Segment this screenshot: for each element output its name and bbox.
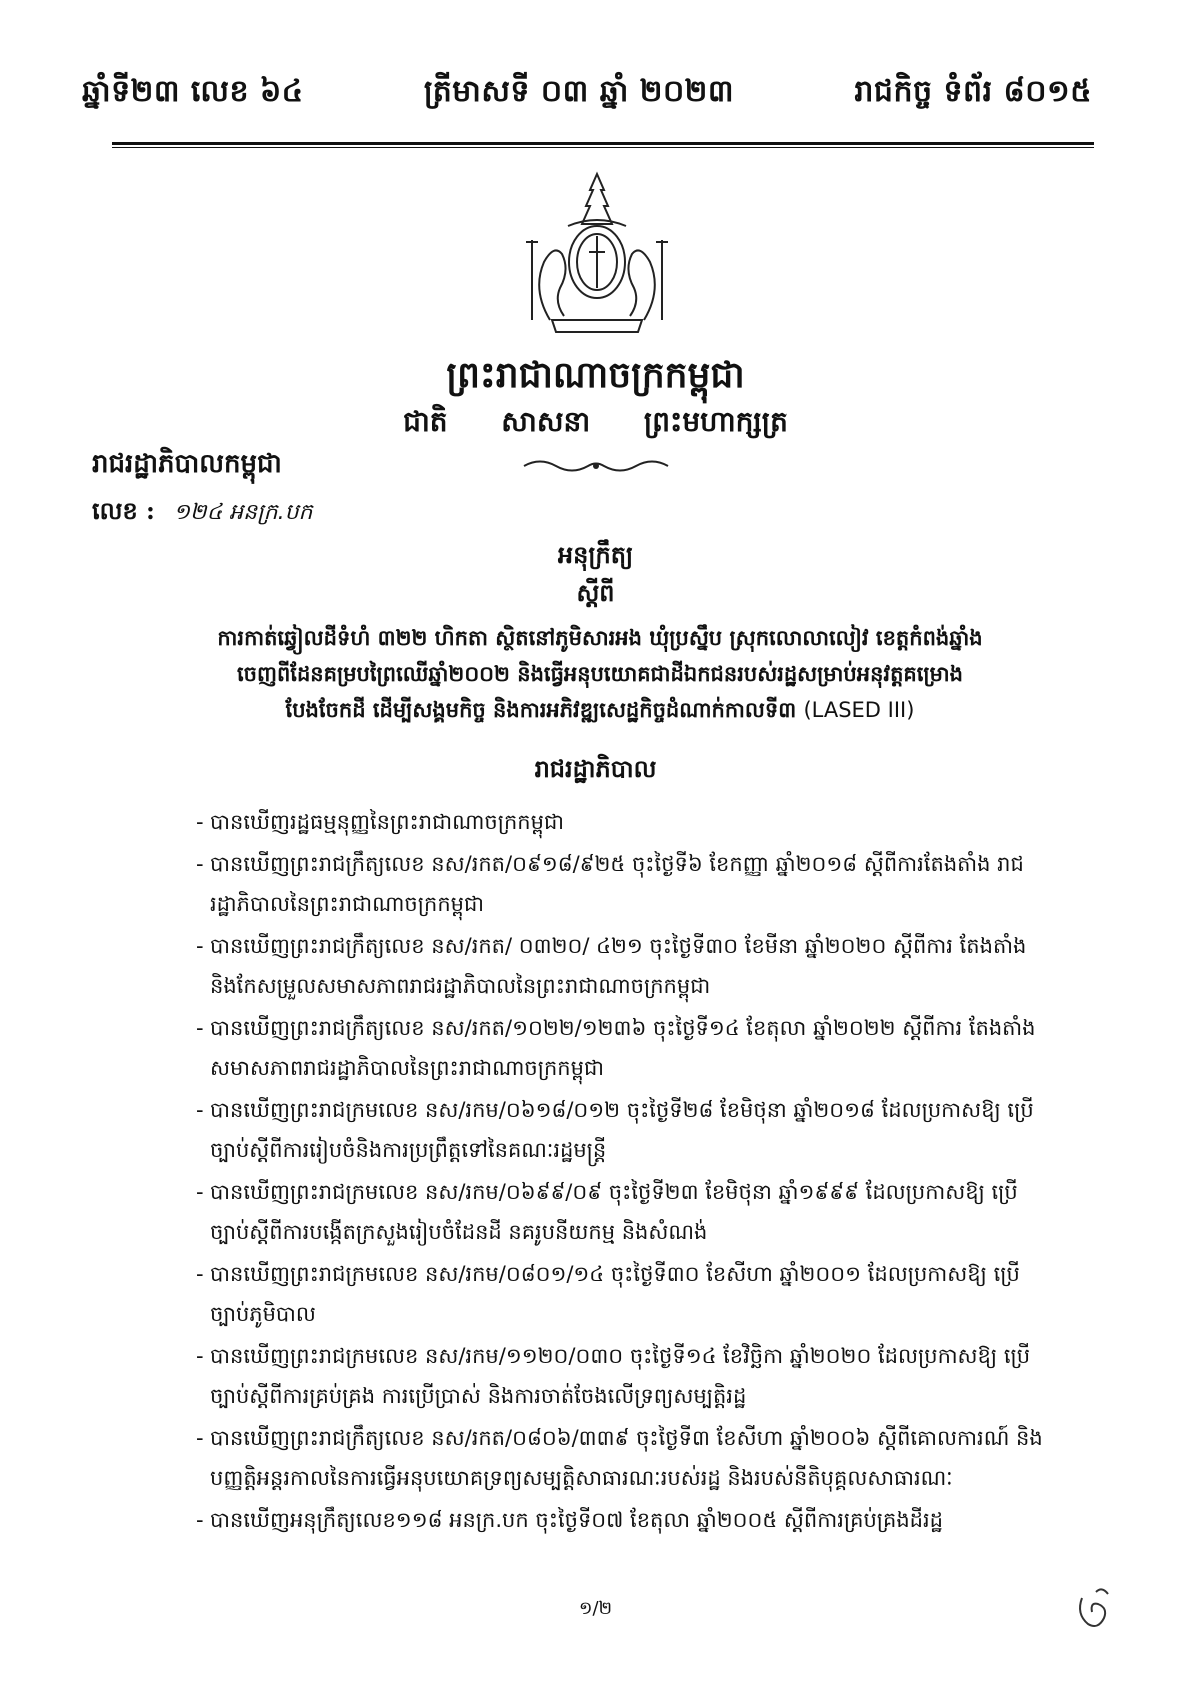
gazette-year-issue: ឆ្នាំទី២៣ លេខ ៦៤ [82, 74, 304, 109]
consideration-item: - បានឃើញព្រះរាជក្រមលេខ នស/រកម/១១២០/០៣០ ចុះថ្ងៃទី១៤ ខែវិច្ឆិកា ឆ្នាំ២០២០ ដែលប្រកាសឱ្យ ប្រើច្បាប់ស្ដីពីការគ្រប់គ្រង ការប្រើប្រាស់ និងការចាត់ចែងលើទ្រព្យសម្បត្តិរដ្ឋ [196, 1336, 1046, 1416]
gazette-quarter: ត្រីមាសទី ០៣ ឆ្នាំ ២០២៣ [423, 74, 735, 109]
motto-king: ព្រះមហាក្សត្រ [643, 405, 788, 438]
consideration-item: - បានឃើញព្រះរាជក្រឹត្យលេខ នស/រកត/០៨០៦/៣៣៩ ចុះថ្ងៃទី៣ ខែសីហា ឆ្នាំ២០០៦ ស្ដីពីគោលការណ៍ និងបញ្ញត្តិអន្តរកាលនៃការធ្វើអនុបយោគទ្រព្យសម្បត្តិសាធារណៈរបស់រដ្ឋ និងរបស់នីតិបុគ្គលសាធារណៈ [196, 1418, 1046, 1498]
document-number [92, 496, 313, 531]
subject-line-1: ការកាត់ឆ្វៀលដីទំហំ ៣២២ ហិកតា ស្ថិតនៅភូមិសារអង ឃុំប្រស្នឹប ស្រុកលោលាលៀវ ខេត្តកំពង់ឆ្នាំង [217, 625, 983, 650]
considerations-list [196, 802, 1046, 1542]
consideration-item: - បានឃើញព្រះរាជក្រឹត្យលេខ នស/រកត/ ០៣២០/ ៤២១ ចុះថ្ងៃទី៣០ ខែមីនា ឆ្នាំ២០២០ ស្ដីពីការ តែងតាំង និងកែសម្រួលសមាសភាពរាជរដ្ឋាភិបាលនៃព្រះរាជាណាចក្រកម្ពុជា [196, 926, 1046, 1006]
kingdom-title: ព្រះរាជាណាចក្រកម្ពុជា [446, 354, 745, 396]
consideration-item: - បានឃើញព្រះរាជក្រមលេខ នស/រកម/០៦៩៩/០៩ ចុះថ្ងៃទី២៣ ខែមិថុនា ឆ្នាំ១៩៩៩ ដែលប្រកាសឱ្យ ប្រើច្បាប់ស្ដីពីការបង្កើតក្រសួងរៀបចំដែនដី នគរូបនីយកម្ម និងសំណង់ [196, 1172, 1046, 1252]
gazette-header [82, 72, 1092, 116]
consideration-item: - បានឃើញព្រះរាជក្រមលេខ នស/រកម/០៦១៨/០១២ ចុះថ្ងៃទី២៨ ខែមិថុនា ឆ្នាំ២០១៨ ដែលប្រកាសឱ្យ ប្រើច្បាប់ស្ដីពីការរៀបចំនិងការប្រព្រឹត្តទៅនៃគណៈរដ្ឋមន្ត្រី [196, 1090, 1046, 1170]
header-rule-thick [112, 142, 1094, 145]
consideration-item: - បានឃើញព្រះរាជក្រឹត្យលេខ នស/រកត/១០២២/១២៣៦ ចុះថ្ងៃទី១៤ ខែតុលា ឆ្នាំ២០២២ ស្ដីពីការ តែងតាំងសមាសភាពរាជរដ្ឋាភិបាលនៃព្រះរាជាណាចក្រកម្ពុជា [196, 1008, 1046, 1088]
issuing-government: រាជរដ្ឋាភិបាលកម្ពុជា [92, 449, 282, 479]
subject-line-2: ចេញពីដែនគម្របព្រៃឈើឆ្នាំ២០០២ និងធ្វើអនុបយោគជាដីឯកជនរបស់រដ្ឋសម្រាប់អនុវត្តគម្រោង [236, 661, 963, 686]
subject-line-3 [150, 692, 1050, 728]
document-number-label: លេខ : [92, 496, 155, 525]
subject-line-3-text: បែងចែកដី ដើម្បីសង្គមកិច្ច និងការអភិវឌ្ឍសេដ្ឋកិច្ចដំណាក់កាលទី៣ [285, 697, 797, 722]
document-about: ស្ដីពី [576, 578, 615, 607]
handwritten-initial-icon [1072, 1584, 1116, 1632]
body-heading: រាជរដ្ឋាភិបាល [534, 754, 657, 783]
royal-arms-icon [492, 170, 702, 340]
consideration-item: - បានឃើញព្រះរាជក្រឹត្យលេខ នស/រកត/០៩១៨/៩២៥ ចុះថ្ងៃទី៦ ខែកញ្ញា ឆ្នាំ២០១៨ ស្ដីពីការតែងតាំង រាជរដ្ឋាភិបាលនៃព្រះរាជាណាចក្រកម្ពុជា [196, 844, 1046, 924]
consideration-item: - បានឃើញព្រះរាជក្រមលេខ នស/រកម/០៨០១/១៤ ចុះថ្ងៃទី៣០ ខែសីហា ឆ្នាំ២០០១ ដែលប្រកាសឱ្យ ប្រើច្បាប់ភូមិបាល [196, 1254, 1046, 1334]
document-subject [150, 620, 1050, 728]
consideration-item: - បានឃើញអនុក្រឹត្យលេខ១១៨ អនក្រ.បក ចុះថ្ងៃទី០៧ ខែតុលា ឆ្នាំ២០០៥ ស្ដីពីការគ្រប់គ្រងដីរដ្ឋ [196, 1500, 1046, 1540]
document-type: អនុក្រឹត្យ [557, 540, 634, 569]
document-number-value: ១២៤ អនក្រ.បក [173, 500, 313, 525]
subject-code: (LASED III) [803, 698, 915, 722]
gazette-page: រាជកិច្ច ទំព័រ ៨០១៥ [854, 74, 1092, 109]
motto-religion: សាសនា [501, 405, 591, 438]
header-rule-thin [112, 147, 1094, 148]
ornament-divider-icon [520, 455, 672, 477]
national-motto [0, 404, 1191, 445]
consideration-item: - បានឃើញរដ្ឋធម្មនុញ្ញនៃព្រះរាជាណាចក្រកម្ពុជា [196, 802, 1046, 842]
page-number: ១/២ [578, 1598, 613, 1619]
motto-nation: ជាតិ [403, 405, 448, 438]
